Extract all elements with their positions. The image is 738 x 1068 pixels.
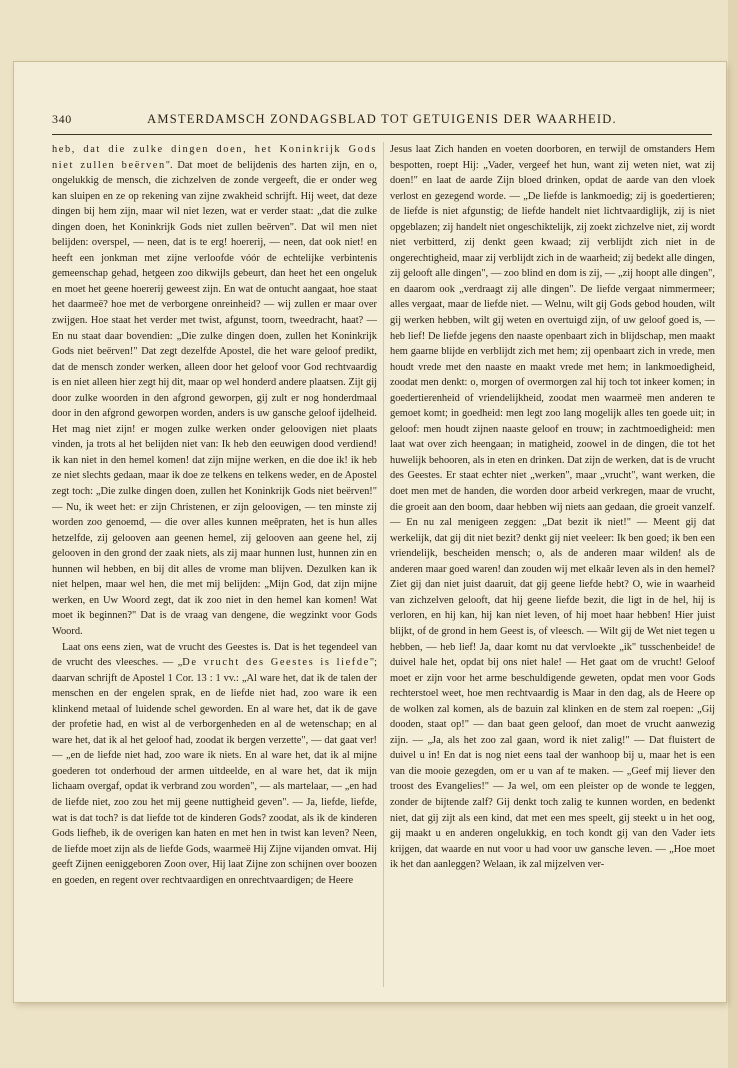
page-content bbox=[52, 110, 715, 990]
paragraph bbox=[52, 640, 377, 889]
paragraph: Jesus laat Zich handen en voeten doorboren, en terwijl de omstanders Hem bespotten, roept Hij: „Vader, vergeef het hun, want zij weten niet, wat zij doen!" en laat de aarde Zijn bloed drinken, opdat de aarde van den vloek verlost en gezegend worde. — „De liefde is lankmoedig; zij is goedertieren; de liefde is niet afgunstig; de liefde handelt niet lichtvaardiglijk, zij is niet opgeblazen; zij handelt niet ongeschiktelijk, zij zoekt zichzelve niet, zij wordt niet verbitterd, zij denkt geen kwaad; zij verblijdt zich niet in de ongerechtigheid, maar zij verblijdt zich in de waarheid; zij bedekt alle dingen, zij gelooft alle dingen", — zoo blind en dom is zij, — „zij hoopt alle dingen", en daarom ook „verdraagt zij alle dingen". De liefde vergaat nimmermeer; alles vergaat, maar de liefde niet. — Welnu, wilt gij Gods gebod houden, wilt gij werken hebben, wilt gij weten en overtuigd zijn, of uw geloof goed is, — heb lief! De liefde jegens den naaste openbaart zich in blijdschap, men maakt hem gaarne blijde en verblijdt zich met hem; zij openbaart zich in vrede, men houdt vrede met den naaste en maakt vrede met hem; in lankmoedigheid, zoodat men denkt: o, morgen of overmorgen zal hij toch tot inkeer komen; in goedertierenheid of vriendelijkheid, zoodat men waarmeë men anderen te gemoet komt; in goedheid: men legt zoo lang mogelijk alles ten goede uit; in geloof: men houdt zijnen naaste geloof en trouw; in zachtmoedigheid: men laat wat over zich heengaan; in matigheid, zoowel in de dingen, die tot het huwelijk behooren, als in eten en drinken. Dat zijn de werken, dat is de vrucht des Geestes. Er staat echter niet „werken", maar „vrucht", want werken, die doet men met de handen, die worden door arbeid verkregen, maar de vrucht, die groeit aan den boom, daar hebben wij niets aan gedaan, die groeit vanzelf. — En nu zal menigeen zeggen: „Dat bezit ik niet!" — Meent gij dat werkelijk, dat gij dit niet bezit? denkt gij niet veeleer: Ik ben goed; ik ben een vriendelijk, bescheiden mensch; o, als de anderen maar wilden! als de anderen maar goed waren! dan zouden wij met elkaâr leven als in den hemel? Ziet gij dan niet juist daaruit, dat gij geene liefde hebt? O, wie in waarheid van zichzelven gelooft, dat hij geene liefde bezit, die ligt in de hel, hij is verloren, en hij kan, hij kan niet leven, of hij moet haar hebben! Hier juist blijkt, of de grond in hem Geest is, of vleesch. — Wilt gij de Wet niet tegen u hebben, — heb lief! Ja, daar komt nu dat vervloekte „ik" tusschenbeide! de duivel hale het, opdat bij ons niet hale! — Het gaat om de vrucht! Geloof moet er zijn voor het arme beschuldigende geweten, opdat men voor Gods rechterstoel weet, hoe men rechtvaardig is Maar in den dag, als de Heere op de wolken zal komen, als de bazuin zal klinken en de stem zal roepen: „Gij dooden, staat op!" — dan baat geen geloof, dan moet de vrucht aanwezig zijn. — „Ja, als het zoo zal gaan, word ik niet zalig!" — Dat fluistert de duivel u in! En dat is nog niet eens taal der wanhoop bij u, maar het is een van die mooie gezegden, om er u van af te maken. — „Geef mij liever den troost des Evangelies!" — Ja wel, om een pleister op de wonde te leggen, zonder de bijtende zalf? Gij denkt toch zalig te kunnen worden, en bedenkt niet, dat gij zijt als een kind, dat met een mes speelt, gij steekt u in het oog, gij maakt u en anderen ongelukkig, en toch kondt gij van den Vader iets krijgen, dat waarde en nut voor u had voor uw gansche leven. — „Hoe moet ik het dan aanleggen? Welaan, ik zal mijzelven ver- bbox=[390, 144, 715, 871]
body-text: ". Dat moet de belijdenis des harten zijn, en o, ongelukkig de mensch, die zichzelven de zonde vergeeft, die er onder weg kan sluipen en ze op rekening van zijne zwakheid schrijft. Hij weet, dat deze dingen bij hem zijn, maar wil niet lezen, wat er verder staat: „dat die zulke dingen doen, het Koninkrijk Gods niet zullen beërven". Dat wil men niet belijden: overspel, — neen, dat is te erg! hoererij, — neen, dat ook niet! en heeft een jonkman met zijne verloofde vóór de echtelijke verbintenis gemeenschap gehad, hetgeen zoo dikwijls gebeurt, dan heet het een ongeluk en moet het geene hoererij geweest zijn. En wat de ontucht aangaat, hoe staat het daarmeë? hoe met de verborgene onreinheid? — wij zullen er maar over zwijgen. Hoe staat het verder met twist, afgunst, toorn, tweedracht, haat? — En nu staat daar bovendien: „Die zulke dingen doen, zullen het Koninkrijk Gods niet beërven!" Dat zegt dezelfde Apostel, die het ware geloof predikt, dat de mensch zonder werken, alleen door het geloof voor God rechtvaardig is en niet alleen hier zegt hij dit, maar op wel honderd andere plaatsen. Zijt gij door zulke woorden in den afgrond geworpen, gij zult er nog honderdmaal door in den afgrond geworpen worden, anders is uw gansche geloof ijdelheid. Het mag niet zijn! er mogen zulke werken onder geloovigen niet plaats vinden, ja trots al het belijden niet van: Ik heb den eeuwigen dood verdiend! ik kan niet in den hemel komen! dat zijn mijne werken, en die doe ik! ik heb ze niet slechts gedaan, maar ik doe ze telkens en telkens weder, en de Apostel zegt toch: „Die zulke dingen doen, zullen het Koninkrijk Gods niet beërven!" — Nu, ik weet het: er zijn Christenen, er zijn geloovigen, — ten minste zij worden zoo genoemd, — die over alles kunnen meêpraten, het is hun alles hetzelfde, zij gelooven aan geenen hemel, zij gelooven aan geene hel, zij gelooven in den grond der zaak niets, als zij maar hunnen lust, hunnen zin en hunnen wil hebben, en bij dit alles de vrome man blijven. Dezulken kan ik niet helpen, maar wel hen, die met mij belijden: „Mijn God, dat zijn mijne werken, en Uw Woord zegt, dat ik zoo niet in den hemel kan komen! Wat moet ik beginnen?" Dat is de vraag van dengene, die wegzinkt voor Gods Woord. bbox=[52, 159, 377, 637]
page-edge bbox=[728, 0, 738, 1068]
publication-title: AMSTERDAMSCH ZONDAGSBLAD TOT GETUIGENIS DER WAARHEID. bbox=[147, 112, 617, 126]
body-text: "; daarvan schrijft de Apostel 1 Cor. 13 : 1 vv.: „Al ware het, dat ik de talen der menschen en der engelen sprak, en de liefde niet had, zoo ware ik een klinkend metaal of luidende schel geworden. En al ware het, dat ik de gave der profetie had, en wist al de verborgenheden en al de wetenschap; en al ware het, dat ik al het geloof had, zoodat ik bergen verzette", — dat gaat ver! — „en de liefde niet had, zoo ware ik niets. En al ware het, dat ik al mijne goederen tot onderhoud der armen uitdeelde, en al ware het, dat ik mijn lichaam overgaf, opdat ik verbrand zou worden", — als martelaar, — „en had de liefde niet, zoo zou het mij geene nuttigheid geven". — Ja, liefde, liefde, wat is dat toch? is dat liefde tot de kinderen Gods? zoodat, als ik de kinderen Gods liefheb, ik de overigen kan haten en met hen in twist kan leven? Neen, de liefde moet zijn als de liefde Gods, waarmeë Hij Zijne vijanden omvat. Hij geeft Zijnen eeniggeboren Zoon over, Hij laat Zijne zon schijnen over boozen en goeden, en regent over rechtvaardigen en onrechtvaardigen; de Heere bbox=[52, 657, 377, 886]
column-divider bbox=[383, 142, 384, 987]
running-header bbox=[52, 110, 712, 132]
header-rule bbox=[52, 134, 712, 135]
right-column bbox=[390, 142, 715, 987]
paragraph bbox=[52, 142, 377, 640]
body-text: Laat ons eens zien, wat de vrucht des Geestes is. Dat is het tegendeel van de vrucht des vleesches. — „ bbox=[52, 641, 377, 669]
newspaper-page bbox=[14, 62, 726, 1002]
emphasis-text: heb, dat die zulke dingen doen, het Koninkrijk Gods niet zullen beërven bbox=[52, 144, 377, 171]
emphasis-text: De vrucht des Geestes is liefde bbox=[182, 657, 370, 669]
left-column bbox=[52, 142, 377, 987]
page-number: 340 bbox=[52, 112, 72, 126]
